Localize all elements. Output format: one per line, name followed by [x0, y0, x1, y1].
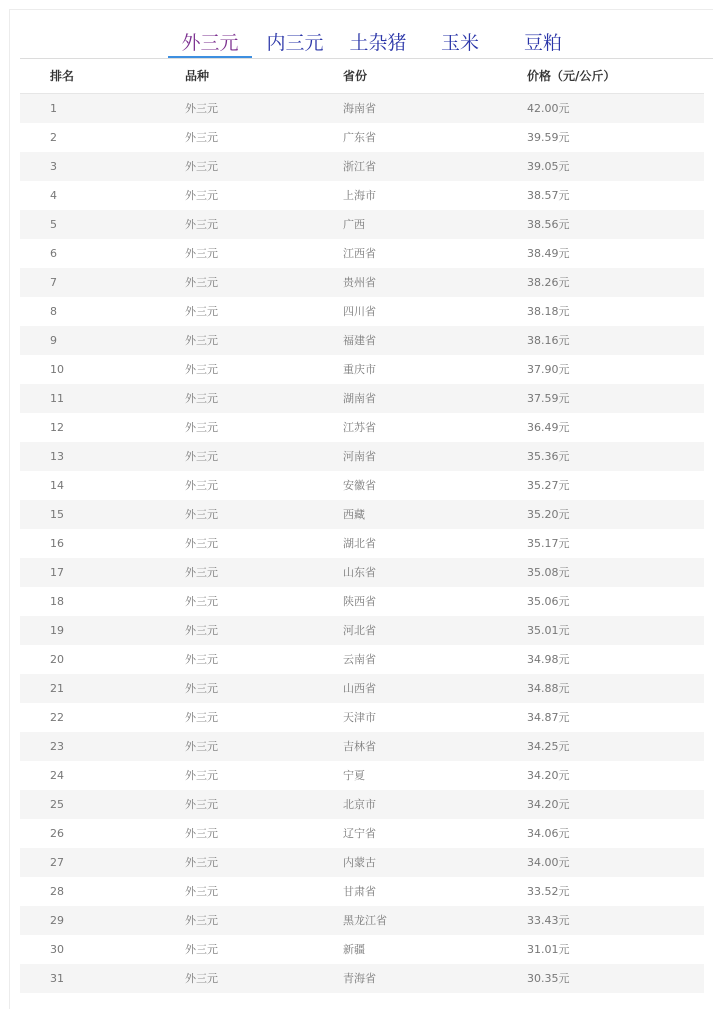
table-row: [20, 500, 704, 529]
table-row: [20, 123, 704, 152]
table-row: [20, 964, 704, 993]
province-cell: 宁夏: [343, 769, 365, 782]
province-cell: 河北省: [343, 624, 376, 637]
price-cell: 34.88元: [527, 682, 570, 695]
breed-cell: 外三元: [185, 247, 218, 260]
province-cell: 重庆市: [343, 363, 376, 376]
breed-cell: 外三元: [185, 856, 218, 869]
breed-cell: 外三元: [185, 276, 218, 289]
table-row: [20, 268, 704, 297]
rank-cell: 12: [50, 421, 64, 434]
tab-tu-za-zhu[interactable]: 土杂猪: [349, 32, 407, 54]
breed-cell: 外三元: [185, 943, 218, 956]
table-row: [20, 94, 704, 123]
table-row: [20, 384, 704, 413]
province-cell: 山西省: [343, 682, 376, 695]
breed-cell: 外三元: [185, 334, 218, 347]
price-cell: 38.49元: [527, 247, 570, 260]
breed-cell: 外三元: [185, 769, 218, 782]
province-cell: 贵州省: [343, 276, 376, 289]
table-body: [20, 94, 704, 993]
rank-cell: 15: [50, 508, 64, 521]
province-cell: 江苏省: [343, 421, 376, 434]
breed-cell: 外三元: [185, 653, 218, 666]
price-cell: 37.59元: [527, 392, 570, 405]
breed-cell: 外三元: [185, 305, 218, 318]
province-cell: 吉林省: [343, 740, 376, 753]
breed-cell: 外三元: [185, 508, 218, 521]
table-row: [20, 674, 704, 703]
price-cell: 39.05元: [527, 160, 570, 173]
province-cell: 陕西省: [343, 595, 376, 608]
province-cell: 辽宁省: [343, 827, 376, 840]
breed-cell: 外三元: [185, 914, 218, 927]
price-cell: 34.00元: [527, 856, 570, 869]
table-row: [20, 703, 704, 732]
province-cell: 山东省: [343, 566, 376, 579]
table-row: [20, 152, 704, 181]
province-cell: 甘肃省: [343, 885, 376, 898]
province-cell: 湖北省: [343, 537, 376, 550]
province-cell: 海南省: [343, 102, 376, 115]
price-cell: 42.00元: [527, 102, 570, 115]
table-row: [20, 877, 704, 906]
header-province: 省份: [343, 69, 368, 83]
province-cell: 福建省: [343, 334, 376, 347]
price-cell: 38.16元: [527, 334, 570, 347]
breed-cell: 外三元: [185, 479, 218, 492]
breed-cell: 外三元: [185, 972, 218, 985]
table-row: [20, 326, 704, 355]
rank-cell: 14: [50, 479, 64, 492]
price-cell: 34.20元: [527, 798, 570, 811]
table-row: [20, 906, 704, 935]
table-row: [20, 732, 704, 761]
table-row: [20, 761, 704, 790]
province-cell: 内蒙古: [343, 856, 376, 869]
breed-cell: 外三元: [185, 131, 218, 144]
rank-cell: 22: [50, 711, 64, 724]
table-row: [20, 442, 704, 471]
price-cell: 38.56元: [527, 218, 570, 231]
province-cell: 广西: [343, 218, 365, 231]
breed-cell: 外三元: [185, 682, 218, 695]
price-ranking-panel: [9, 9, 713, 1009]
table-row: [20, 413, 704, 442]
table-row: [20, 181, 704, 210]
table-row: [20, 935, 704, 964]
breed-cell: 外三元: [185, 885, 218, 898]
table-row: [20, 819, 704, 848]
price-cell: 34.98元: [527, 653, 570, 666]
price-cell: 37.90元: [527, 363, 570, 376]
table-row: [20, 529, 704, 558]
province-cell: 湖南省: [343, 392, 376, 405]
breed-cell: 外三元: [185, 218, 218, 231]
breed-cell: 外三元: [185, 392, 218, 405]
table-row: [20, 616, 704, 645]
price-cell: 30.35元: [527, 972, 570, 985]
breed-cell: 外三元: [185, 363, 218, 376]
breed-cell: 外三元: [185, 421, 218, 434]
rank-cell: 8: [50, 305, 57, 318]
table-row: [20, 848, 704, 877]
table-row: [20, 558, 704, 587]
price-cell: 34.06元: [527, 827, 570, 840]
breed-cell: 外三元: [185, 160, 218, 173]
rank-cell: 31: [50, 972, 64, 985]
rank-cell: 19: [50, 624, 64, 637]
rank-cell: 24: [50, 769, 64, 782]
price-cell: 38.57元: [527, 189, 570, 202]
province-cell: 江西省: [343, 247, 376, 260]
rank-cell: 3: [50, 160, 57, 173]
rank-cell: 4: [50, 189, 57, 202]
rank-cell: 10: [50, 363, 64, 376]
breed-cell: 外三元: [185, 711, 218, 724]
province-cell: 青海省: [343, 972, 376, 985]
header-price: 价格（元/公斤）: [527, 69, 616, 83]
table-row: [20, 239, 704, 268]
price-cell: 35.27元: [527, 479, 570, 492]
rank-cell: 6: [50, 247, 57, 260]
rank-cell: 9: [50, 334, 57, 347]
price-cell: 35.17元: [527, 537, 570, 550]
province-cell: 河南省: [343, 450, 376, 463]
price-cell: 31.01元: [527, 943, 570, 956]
province-cell: 广东省: [343, 131, 376, 144]
price-table: [20, 60, 704, 993]
province-cell: 黑龙江省: [343, 914, 387, 927]
rank-cell: 11: [50, 392, 64, 405]
province-cell: 上海市: [343, 189, 376, 202]
breed-cell: 外三元: [185, 102, 218, 115]
table-row: [20, 790, 704, 819]
price-cell: 34.87元: [527, 711, 570, 724]
rank-cell: 20: [50, 653, 64, 666]
price-cell: 35.20元: [527, 508, 570, 521]
header-breed: 品种: [185, 69, 210, 83]
rank-cell: 7: [50, 276, 57, 289]
rank-cell: 5: [50, 218, 57, 231]
province-cell: 云南省: [343, 653, 376, 666]
province-cell: 新疆: [343, 943, 365, 956]
table-row: [20, 471, 704, 500]
price-cell: 35.01元: [527, 624, 570, 637]
breed-cell: 外三元: [185, 827, 218, 840]
province-cell: 北京市: [343, 798, 376, 811]
rank-cell: 23: [50, 740, 64, 753]
price-cell: 38.18元: [527, 305, 570, 318]
province-cell: 四川省: [343, 305, 376, 318]
breed-cell: 外三元: [185, 537, 218, 550]
breed-cell: 外三元: [185, 624, 218, 637]
price-cell: 38.26元: [527, 276, 570, 289]
rank-cell: 2: [50, 131, 57, 144]
tab-corn[interactable]: 玉米: [440, 32, 479, 54]
price-cell: 34.25元: [527, 740, 570, 753]
table-row: [20, 355, 704, 384]
table-row: [20, 645, 704, 674]
price-cell: 39.59元: [527, 131, 570, 144]
category-tabs: [10, 28, 713, 58]
province-cell: 西藏: [343, 508, 365, 521]
table-row: [20, 587, 704, 616]
header-rank: 排名: [50, 69, 75, 83]
price-cell: 34.20元: [527, 769, 570, 782]
rank-cell: 21: [50, 682, 64, 695]
rank-cell: 17: [50, 566, 64, 579]
rank-cell: 26: [50, 827, 64, 840]
price-cell: 36.49元: [527, 421, 570, 434]
rank-cell: 16: [50, 537, 64, 550]
table-header: [20, 60, 704, 94]
breed-cell: 外三元: [185, 595, 218, 608]
breed-cell: 外三元: [185, 740, 218, 753]
price-cell: 35.08元: [527, 566, 570, 579]
rank-cell: 25: [50, 798, 64, 811]
price-cell: 33.43元: [527, 914, 570, 927]
breed-cell: 外三元: [185, 798, 218, 811]
rank-cell: 18: [50, 595, 64, 608]
rank-cell: 29: [50, 914, 64, 927]
price-cell: 35.36元: [527, 450, 570, 463]
rank-cell: 30: [50, 943, 64, 956]
rank-cell: 13: [50, 450, 64, 463]
tab-wai-san-yuan[interactable]: 外三元: [181, 32, 239, 54]
tab-nei-san-yuan[interactable]: 内三元: [266, 32, 324, 54]
province-cell: 天津市: [343, 711, 376, 724]
price-cell: 33.52元: [527, 885, 570, 898]
rank-cell: 27: [50, 856, 64, 869]
tabs-divider: [20, 58, 713, 59]
rank-cell: 1: [50, 102, 57, 115]
rank-cell: 28: [50, 885, 64, 898]
province-cell: 安徽省: [343, 479, 376, 492]
breed-cell: 外三元: [185, 450, 218, 463]
breed-cell: 外三元: [185, 189, 218, 202]
province-cell: 浙江省: [343, 160, 376, 173]
table-row: [20, 297, 704, 326]
table-row: [20, 210, 704, 239]
breed-cell: 外三元: [185, 566, 218, 579]
price-cell: 35.06元: [527, 595, 570, 608]
tab-soybean-meal[interactable]: 豆粕: [523, 32, 562, 54]
